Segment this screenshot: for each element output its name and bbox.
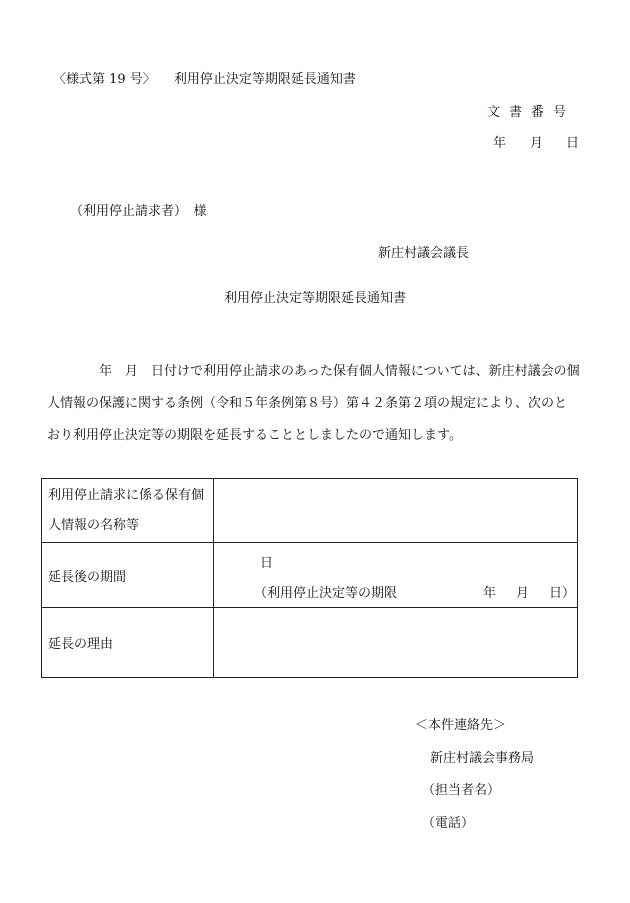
info-table: [41, 478, 578, 678]
form-number: 〈様式第 19 号〉: [53, 72, 156, 87]
body-line-1: 年 月 日付けで利用停止請求のあった保有個人情報については、新庄村議会の個: [99, 364, 580, 379]
document-number: 文書番号: [487, 105, 576, 120]
table-label-reason: 延長の理由: [42, 608, 214, 678]
table-value-reason: [214, 608, 578, 678]
contact-heading: ＜本件連絡先＞: [415, 718, 507, 733]
body-line-2: 人情報の保護に関する条例（令和５年条例第８号）第４２条第２項の規定により、次のと: [47, 396, 568, 411]
period-day: 日: [260, 556, 274, 571]
form-title: [53, 72, 356, 88]
date-year: 年: [493, 136, 507, 151]
period-limit: [254, 582, 575, 601]
table-label-period: 延長後の期間: [42, 543, 214, 608]
table-value-target: [214, 479, 578, 543]
date-line: [493, 136, 579, 152]
sender: 新庄村議会議長: [378, 246, 470, 261]
table-row-reason: [42, 608, 578, 678]
date-day: 日: [566, 136, 580, 151]
body-line-3: おり利用停止決定等の期限を延長することとしましたので通知します。: [47, 428, 462, 443]
period-year: 年: [483, 586, 497, 601]
period-limit-text: （利用停止決定等の期限: [254, 586, 398, 601]
label-line-b: 人情報の名称等: [48, 517, 140, 533]
form-name: 利用停止決定等期限延長通知書: [173, 72, 356, 87]
table-row-target: [42, 479, 578, 543]
date-month: 月: [530, 136, 544, 151]
table-label-target: [42, 479, 214, 543]
contact-person: （担当者名）: [422, 783, 501, 798]
body-text: [47, 356, 582, 452]
contact-phone: （電話）: [422, 816, 475, 831]
table-row-period: [42, 543, 578, 608]
table-value-period: [214, 543, 578, 608]
addressee: （利用停止請求者） 様: [70, 204, 207, 219]
contact-office: 新庄村議会事務局: [430, 751, 535, 766]
period-month: 月: [516, 586, 530, 601]
page-title: 利用停止決定等期限延長通知書: [223, 291, 406, 306]
period-close: 日）: [549, 586, 576, 601]
label-line-a: 利用停止請求に係る保有個: [48, 487, 205, 503]
